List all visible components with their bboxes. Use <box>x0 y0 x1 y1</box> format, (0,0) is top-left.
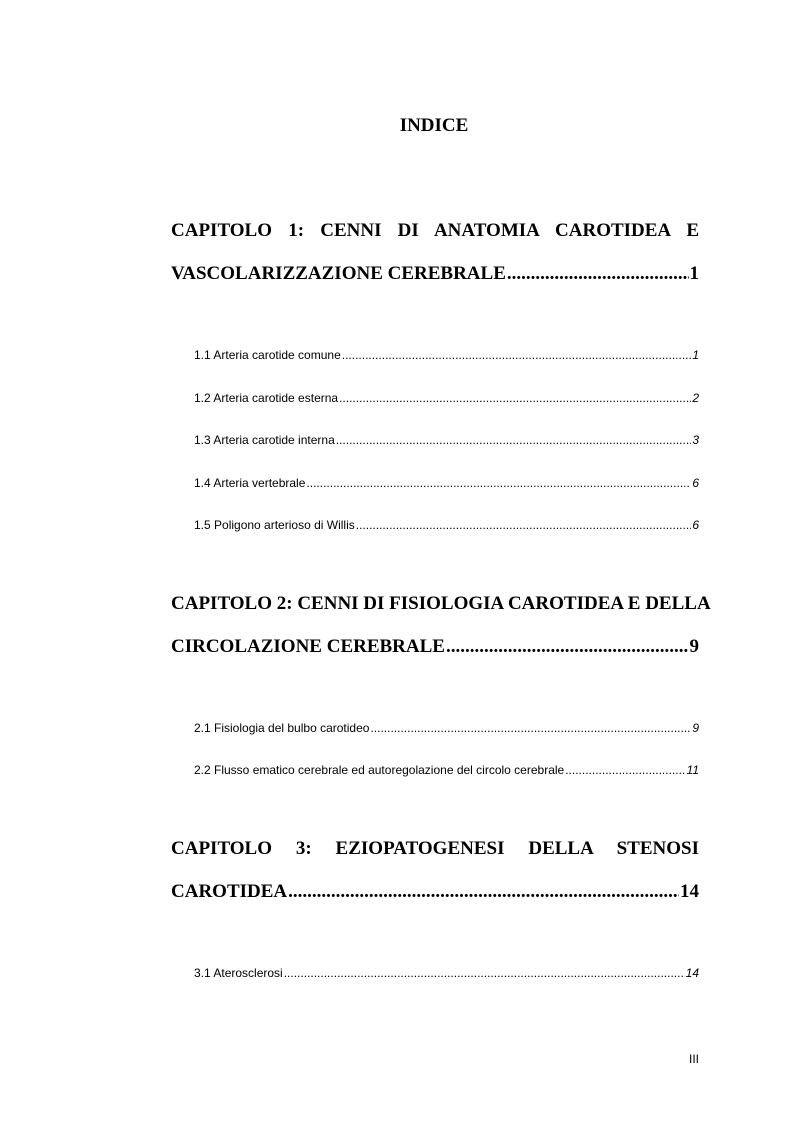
toc-entry-label: 2.1 Fisiologia del bulbo carotideo <box>194 721 370 735</box>
dot-leader <box>507 262 689 286</box>
dot-leader <box>446 635 689 659</box>
toc-entry-label: 1.1 Arteria carotide comune <box>194 348 341 362</box>
dot-leader <box>284 965 685 981</box>
chapter-1-heading-line1[interactable]: CAPITOLO 1: CENNI DI ANATOMIA CAROTIDEA E <box>171 220 699 241</box>
toc-entry-label: 3.1 Aterosclerosi <box>194 966 283 980</box>
dot-leader <box>306 475 691 491</box>
toc-entry-label: 1.4 Arteria vertebrale <box>194 476 306 490</box>
chapter-2-heading-line2[interactable] <box>171 635 699 659</box>
dot-leader <box>342 347 692 363</box>
chapter-3-heading-line1[interactable]: CAPITOLO 3: EZIOPATOGENESI DELLA STENOSI <box>171 838 699 859</box>
toc-entry-page: 9 <box>692 721 699 735</box>
toc-entry-page: 3 <box>692 433 699 447</box>
chapter-3-title-text: CAROTIDEA <box>171 881 288 902</box>
chapter-2-page-number: 9 <box>689 636 699 657</box>
toc-entry-2-2[interactable] <box>194 762 699 778</box>
chapter-2-heading-line1[interactable]: CAPITOLO 2: CENNI DI FISIOLOGIA CAROTIDEA E DELLA <box>171 593 711 614</box>
toc-entry-page: 6 <box>692 476 699 490</box>
chapter-3-page-number: 14 <box>680 881 699 902</box>
toc-entry-label: 1.3 Arteria carotide interna <box>194 433 335 447</box>
toc-entry-1-3[interactable] <box>194 432 699 448</box>
chapter-1-heading-line2[interactable] <box>171 262 699 286</box>
dot-leader <box>288 880 679 904</box>
toc-entry-label: 1.5 Poligono arterioso di Willis <box>194 518 355 532</box>
dot-leader <box>336 432 692 448</box>
toc-entry-page: 11 <box>686 763 699 777</box>
page-title: INDICE <box>399 115 469 136</box>
toc-entry-page: 14 <box>685 966 699 980</box>
toc-entry-1-2[interactable] <box>194 390 699 406</box>
chapter-1-page-number: 1 <box>689 263 699 284</box>
chapter-2-title-text: CIRCOLAZIONE CEREBRALE <box>171 636 445 657</box>
toc-entry-2-1[interactable] <box>194 720 699 736</box>
toc-entry-page: 1 <box>692 348 699 362</box>
toc-entry-3-1[interactable] <box>194 965 699 981</box>
toc-entry-1-5[interactable] <box>194 517 699 533</box>
dot-leader <box>370 720 691 736</box>
chapter-3-heading-line2[interactable] <box>171 880 699 904</box>
dot-leader <box>356 517 692 533</box>
chapter-1-title-text: VASCOLARIZZAZIONE CEREBRALE <box>171 263 506 284</box>
toc-entry-1-1[interactable] <box>194 347 699 363</box>
toc-entry-page: 2 <box>692 391 699 405</box>
page-number: III <box>688 1052 699 1066</box>
toc-entry-page: 6 <box>692 518 699 532</box>
dot-leader <box>565 762 685 778</box>
toc-entry-1-4[interactable] <box>194 475 699 491</box>
toc-entry-label: 1.2 Arteria carotide esterna <box>194 391 339 405</box>
toc-entry-label: 2.2 Flusso ematico cerebrale ed autoregolazione del circolo cerebrale <box>194 763 565 777</box>
dot-leader <box>339 390 691 406</box>
